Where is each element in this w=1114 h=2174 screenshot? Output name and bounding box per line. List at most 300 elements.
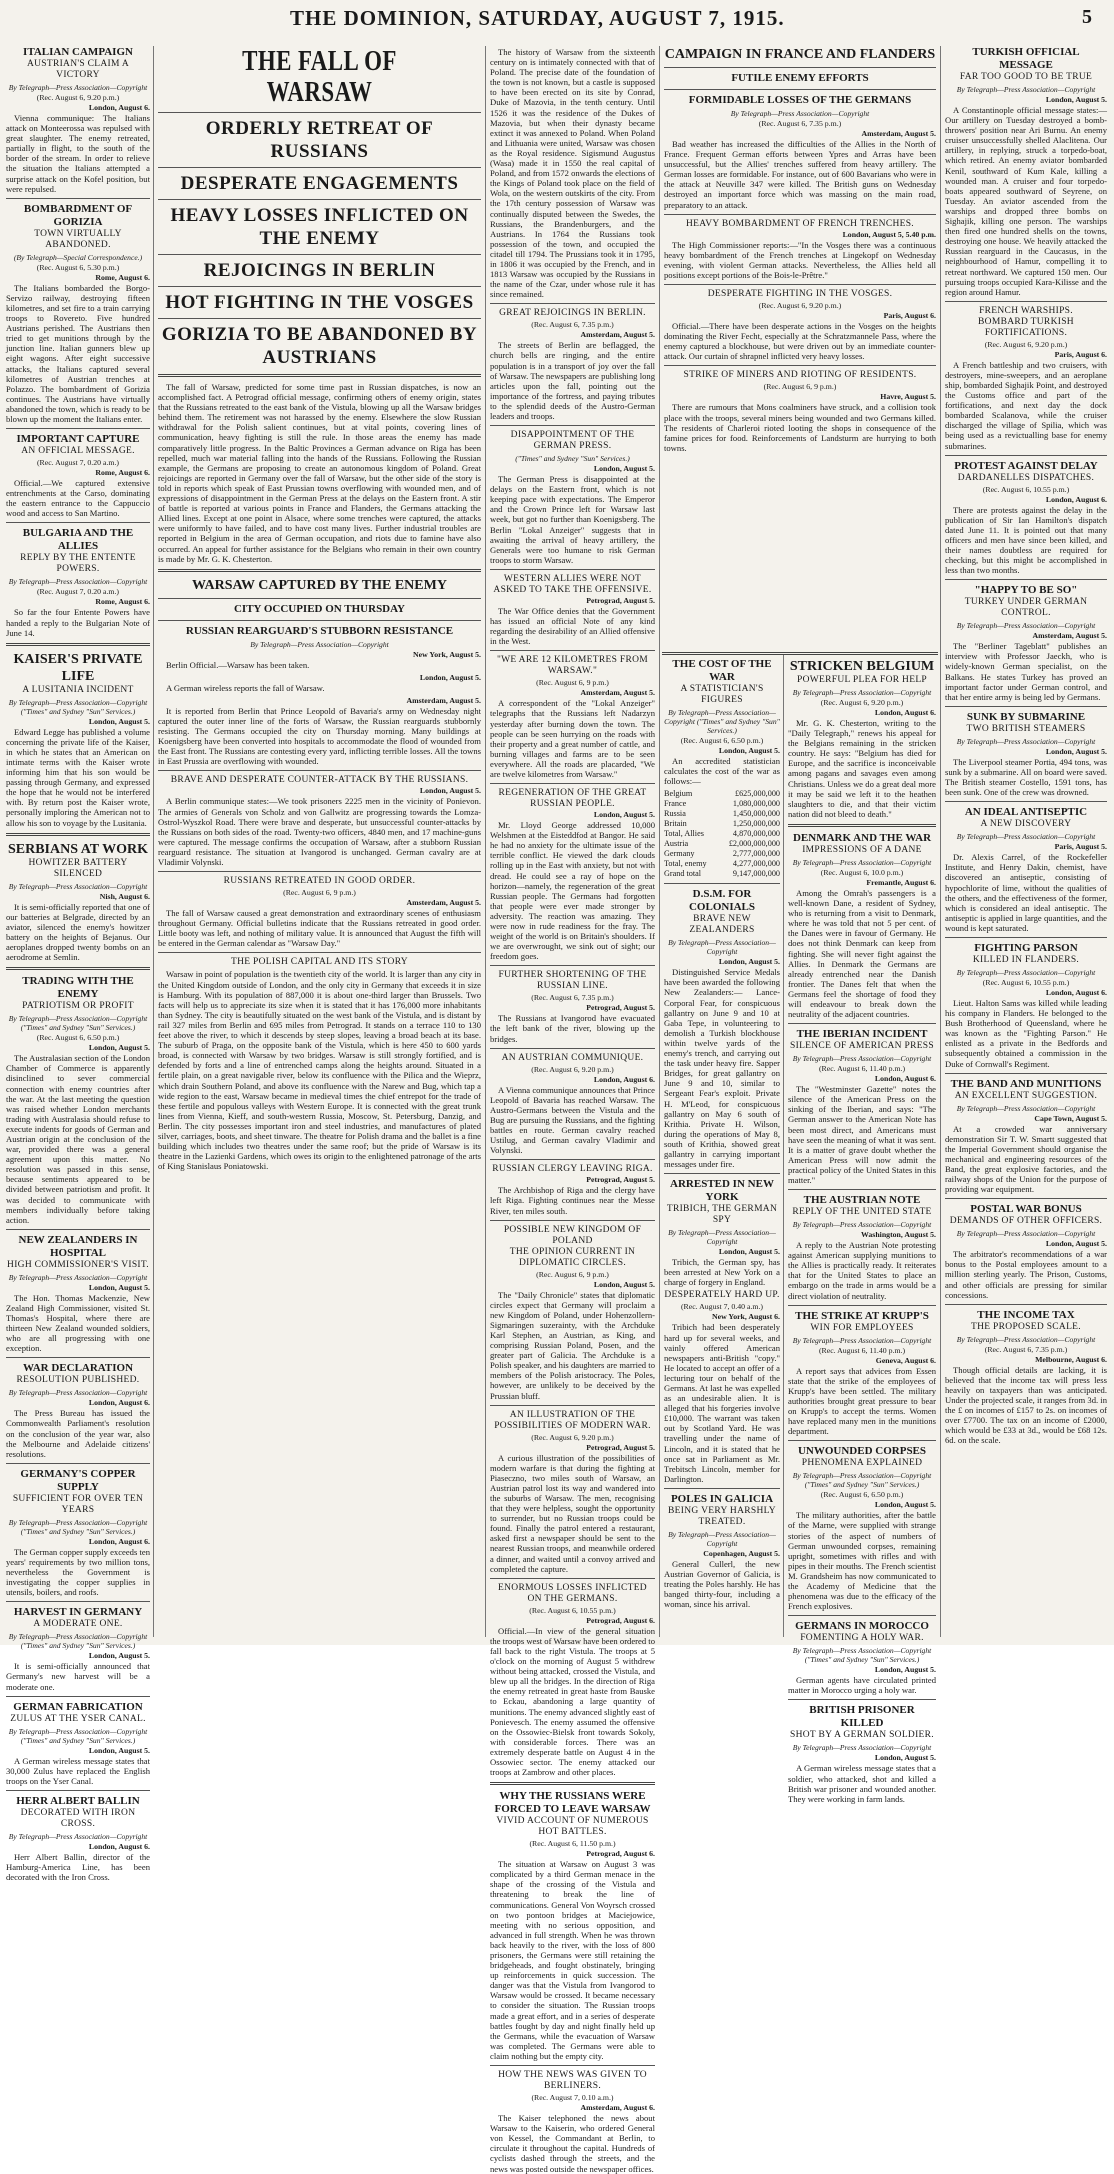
divider	[490, 1405, 655, 1406]
article-body: So far the four Entente Powers have handed a reply to the Bulgarian Note of June 14.	[6, 607, 150, 638]
article-subheading: THE PROPOSED SCALE.	[971, 1321, 1081, 1332]
article-body: Herr Albert Ballin, director of the Hamburg-America Line, has been decorated with the Iron Cross.	[6, 1851, 150, 1883]
article-body: German agents have circulated printed matter in Morocco urging a holy war.	[788, 1675, 936, 1696]
received-time: (Rec. August 6, 9 p.m.)	[763, 382, 837, 392]
byline: By Telegraph—Press Association—Copyright	[956, 967, 1096, 977]
dateline: Cape Town, August 5.	[1034, 1113, 1107, 1123]
article-body: An accredited statistician calculates the cost of the war as follows:—	[664, 756, 780, 787]
article-heading: NEW ZEALANDERS IN HOSPITAL	[18, 1233, 138, 1259]
divider	[158, 286, 481, 287]
article-body: The Archbishop of Riga and the clergy have left Riga. Fighting continues near the Messe River, ten miles south.	[490, 1185, 655, 1216]
dateline: London, August 6.	[1045, 987, 1107, 997]
article-subheading: THE OPINION CURRENT IN DIPLOMATIC CIRCLES.	[509, 1246, 636, 1268]
article-heading: WAR DECLARATION	[22, 1362, 134, 1375]
received-time: (Rec. August 7, 0.40 a.m.)	[680, 1302, 764, 1312]
column-rule	[153, 46, 154, 1637]
dateline: Amsterdam, August 6.	[580, 2103, 655, 2113]
received-time: (Rec. August 6, 9.20 p.m.)	[531, 1432, 614, 1442]
received-time: (Rec. August 6, 9.20 p.m.)	[984, 339, 1068, 349]
article-body: A German wireless message states that 30,000 Zulus have replaced the English troops on the Yser Canal.	[6, 1755, 150, 1786]
divider	[788, 1699, 936, 1700]
headline-deck: GORIZIA TO BE ABANDONED BY AUSTRIANS	[161, 324, 478, 368]
table-cell-value: £625,000,000	[734, 789, 780, 799]
article-body: Distinguished Service Medals have been awarded the following New Zealanders:— Lance-Corporal Fear, for conspicuous gallantry on June 9 and 10 at Gaba Tepe, in volunteering to demolish a Turkish blockhouse within twelve yards of the enemy's trench, and carrying out the task under heavy fire. Sapper Bridges, for great gallantry on June 9 and 10, similar to Sergeant Fear's exploit. Private H. M'Leod, for conspicuous gallantry on May 6 south of Krithia. Private H. Wilson, during the operations of May 8, south of Krithia, showed great gallantry in carrying important messages under fire.	[664, 967, 780, 1170]
byline: By Telegraph—Press Association—Copyright ("Times" and Sydney "Sun" Services.)	[8, 1632, 148, 1651]
divider	[6, 1463, 150, 1464]
article-heading: THE IBERIAN INCIDENT	[796, 1028, 928, 1041]
article-heading: WHY THE RUSSIANS WERE FORCED TO LEAVE WARSAW	[494, 1790, 651, 1816]
dateline: Nish, August 6.	[99, 891, 150, 901]
article-body: Warsaw in point of population is the twentieth city of the world. It is larger than any city in the United Kingdom outside of London, and the only city in Germany that exceeds it in size is Hamburg. With its population of 887,000 it is about one-third larger than Brussels. Two facts will help us to appreciate its size when it is stated that it has 176,000 more inhabitants than Sydney. The city is beautifully situated on the west bank of the Vistula, and is distant by rail 327 miles from Berlin and 695 miles from Petrograd. It stands on a terrace 110 to 130 feet above the river, to which it descends by steep slopes, leaving a broad beach at its base. The suburb of Praga, on the opposite bank of the Vistula, which is here 450 to 600 yards broad, is connected with Warsaw by two bridges. Warsaw is still strongly fortified, and is defended by forts and a line of entrenched camps along the heights around. Situated in a fertile plain, on a great navigable river, below its confluence with the Pilica and the Wieprz, which drain Southern Poland, and above its confluence with the Narew and Bug, which tap a wide region to the east, Warsaw became in medieval times the chief entrepot for the trade of these fertile and populous valleys with Western Europe. It is connected with the great trunk lines from Vienna, Kieff, and south-western Russia, Moscow, St. Petersburg, Danzig, and Berlin. The city possesses important iron and steel industries, and manufactures of plated silver, carriages, boots, and sheet tinware. The theatre for Polish drama and the ballet is a fine building which includes two theatres under the same roof; but the pride of Warsaw is its theatre in the Lazienki Gardens, which owes its origin to the enlightened patronage of the arts of King Stanislaus Poniatowski.	[158, 969, 481, 1172]
article-subheading: TOWN VIRTUALLY ABANDONED.	[34, 228, 122, 250]
article-subheading: A LUSITANIA INCIDENT	[22, 684, 134, 695]
article-body: The "Daily Chronicle" states that diplomatic circles expect that Germany will proclaim a new Kingdom of Poland, under Hohenzollern-Sigmaringen suzerainty, with the Archduke Karl Stephen, an Austrian, as King, and comprising Russian Poland, Posen, and the greater part of Galicia. The Archduke is a Polish speaker, and his daughters are married to members of the Polish aristocracy. The Poles, however, are unlikely to be deceived by the Prussian bluff.	[490, 1289, 655, 1401]
article-subheading: REPLY BY THE ENTENTE POWERS.	[20, 553, 136, 575]
headline-deck: HEAVY LOSSES INFLICTED ON THE ENEMY	[170, 205, 469, 249]
article-subheading: FOMENTING A HOLY WAR.	[800, 1633, 924, 1644]
headline-deck: RUSSIAN REARGUARD'S STUBBORN RESISTANCE	[185, 624, 454, 637]
divider	[6, 1601, 150, 1602]
article-heading: BULGARIA AND THE ALLIES	[22, 527, 134, 553]
article-body: It is semi-officially reported that one of our batteries at Belgrade, directed by an aviator, silenced the enemy's howitzer battery on the heights of Bejanus. Our aeroplanes dropped twenty bombs on an aerodrome at Semlin.	[6, 901, 150, 963]
divider	[945, 1073, 1107, 1074]
section-headline: WARSAW CAPTURED BY THE ENEMY	[192, 577, 447, 593]
table-cell-label: Germany	[664, 849, 695, 859]
article-body: The Kaiser telephoned the news about Warsaw to the Kaiserin, who ordered General von Kessel, the Commandant at Berlin, to circulate it throughout the capital. Hundreds of cyclists dashed through the streets, and the news was posted outside the newspaper offices.	[490, 2113, 655, 2174]
article-subheading: RESOLUTION PUBLISHED.	[16, 1375, 140, 1386]
article-subheading: REPLY OF THE UNITED STATE	[792, 1207, 932, 1218]
divider	[490, 303, 655, 304]
byline: By Telegraph—Press Association—Copyright	[8, 1388, 148, 1398]
dateline: Paris, August 6.	[883, 311, 936, 321]
column-2	[158, 46, 481, 1639]
dateline: Melbourne, August 6.	[1035, 1354, 1107, 1364]
article-subheading: POSSIBLE NEW KINGDOM OF POLAND	[503, 1224, 642, 1246]
headline-deck: ORDERLY RETREAT OF RUSSIANS	[205, 118, 434, 162]
article-body: Among the Omrah's passengers is a well-known Dane, a resident of Sydney, who is returning from a visit to Denmark, where he was told that not 5 per cent. of the Danes were in favour of Germany. He does not think Denmark can keep from fighting. She will never fight against the Allies. In Denmark the Germans are already entrenched near the Danish frontier. The Danes felt that when the Germans feel the shortage of food they will endeavour to break down the neutrality of the adjacent countries.	[788, 887, 936, 1020]
received-time: (Rec. August 6, 9.20 p.m.)	[758, 301, 842, 311]
article-body: A German wireless reports the fall of Warsaw.	[166, 682, 325, 693]
dateline: Petrograd, August 5.	[586, 595, 655, 605]
article-subheading: A NEW DISCOVERY	[980, 819, 1072, 830]
lead-summary: The fall of Warsaw, predicted for some time past in Russian dispatches, is now an accomplished fact. A Petrograd official message, confirming others of enemy origin, states that the Russians retreated to the east bank of the Vistula, blowing up all the Warsaw bridges behind them. The retirement was not harassed by the enemy. Elsewhere the slow Russian withdrawal for the Polish salient continues, but at vital points, covering lines of communication, heavy fighting is still the rule. In those areas the enemy has made comparatively little progress. In the Baltic Provinces a German advance on Riga has been repelled, much war material falling into the hands of the Russians. Following the Russian example, the Germans are proposing to create an autonomous kingdom of Poland. Great rejoicings are reported in Germany over the fall of Warsaw, but the other side of the story is told in reports which speak of East Prussian towns overflowing with wounded men, and of expressions of disappointment in the German Press at the delays on the Eastern front. A stir of battle is reported at various points in France and Flanders, the Germans attacking the Allied lines. Except at one point in Alsace, where some trenches were captured, the attacks were uniformly to have failed, and to have cost many lives. Further industrial troubles are reported in Belgium in the area of German occupation, and riots due to famine have also occurred. An appeal for further assistance for the Belgians who remain in their own country is made by Mr. G. K. Chesterton.	[158, 382, 481, 564]
article-heading: FIGHTING PARSON	[974, 941, 1078, 954]
dateline: Rome, August 6.	[95, 597, 150, 607]
article-subheading: BRAVE NEW ZEALANDERS	[689, 914, 755, 936]
table-cell-label: Britain	[664, 819, 687, 829]
byline: By Telegraph—Press Association—Copyright ("Times" and Sydney "Sun" Services.)	[8, 697, 148, 716]
article-body: The situation at Warsaw on August 3 was complicated by a third German menace in the shape of the crossing of the Vistula and threatening to break the line of communications. General Von Woyrsch crossed on two pontoon bridges at Maciejowice, meeting with no serious opposition, and advanced in full strength. When he was thrown back heavily to the river, with the loss of 800 prisoners, the Germans were still retaining the bridgeheads, and fought obstinately, bringing up reinforcements in quick succession. The danger was that the Vistula from Ivangorod to Warsaw would be crossed. It became necessary to consider the situation. The Russian troops made a great effort, and in a series of desperate battles fought by day and night finally held up the Germans, while the evacuation of Warsaw was completed. The Germans were able to claim nothing but the empty city.	[490, 1859, 655, 2061]
article-heading: PROTEST AGAINST DELAY	[954, 459, 1098, 472]
article-heading: BRITISH PRISONER KILLED	[809, 1704, 915, 1730]
dateline: London, August 5.	[718, 1247, 780, 1257]
received-time: (Rec. August 6, 10.55 p.m.)	[529, 1605, 616, 1615]
received-time: (Rec. August 6, 9 p.m.)	[536, 678, 609, 688]
table-row	[664, 789, 780, 799]
article-subheading: AN ILLUSTRATION OF THE POSSIBILITIES OF MODERN WAR.	[494, 1409, 651, 1431]
divider	[788, 1615, 936, 1616]
column-rule	[940, 46, 941, 1637]
article-heading: BOMBARDMENT OF GORIZIA	[23, 202, 133, 228]
article-heading: THE BAND AND MUNITIONS	[950, 1077, 1102, 1090]
dateline: London, August 6.	[88, 1536, 150, 1546]
divider	[158, 374, 481, 377]
byline: By Telegraph—Press Association—Copyright	[792, 1054, 932, 1064]
dateline: London, August 5.	[718, 957, 780, 967]
divider	[788, 1305, 936, 1306]
article-heading: HARVEST IN GERMANY	[13, 1606, 143, 1619]
dateline: Amsterdam, August 5.	[580, 330, 655, 340]
received-time: (Rec. August 6, 11.40 p.m.)	[818, 1345, 906, 1355]
table-row	[664, 829, 780, 839]
article-subheading: PHENOMENA EXPLAINED	[801, 1458, 923, 1469]
article-body: Berlin Official.—Warsaw has been taken.	[166, 659, 310, 670]
table-row	[664, 799, 780, 809]
dateline: London, August 5.	[874, 1665, 936, 1675]
article-body: Official.—There have been desperate actions in the Vosges on the heights dominating the River Fecht, especially at the Schratzmannele Pass, where the enemy captured a blockhouse, but were driven out by an immediate counter-attack. Our curtain of shrapnel inflicted very heavy losses.	[664, 321, 936, 362]
byline: By Telegraph—Press Association—Copyright ("Times" and Sydney "Sun" Services.)	[792, 1471, 932, 1490]
headline-deck: DESPERATE ENGAGEMENTS	[180, 173, 459, 194]
divider	[490, 425, 655, 426]
divider	[158, 569, 481, 572]
article-body: A correspondent of the "Lokal Anzeiger" telegraphs that the Russians left Nadarzyn yesterday after burning down the town. The people can be seen hurrying on the roads with their property and a great number of cattle, and burning villages and farms are to be seen everywhere. All the roads are placarded, "We are twelve kilometres from Warsaw."	[490, 698, 655, 779]
article-subheading: FRENCH WARSHIPS.	[979, 305, 1073, 316]
article-subheading: REGENERATION OF THE GREAT RUSSIAN PEOPLE.	[498, 788, 647, 810]
byline: By Telegraph—Press Association—Copyright	[668, 1228, 776, 1247]
article-body: The history of Warsaw from the sixteenth century on is intimately connected with that of Poland. The precise date of the foundation of the town is not known, but a castle is supposed to have been erected on its site by Conrad, Duke of Mazovia, in the tenth century. Until 1526 it was the residence of the Dukes of Mazovia, but when their dynasty became extinct it was annexed to Poland. When Poland and Lithuania were united, Warsaw was chosen as the Royal residence. Sigismund Augustus (Wasa) made it in 1550 the real capital of Poland, and from 1572 onwards the elections of the Kings of Poland took place on the field of Wola, on the western outskirts of the city. From the 17th century possession of Warsaw was continually disputed between the Swedes, the Russians, the Brandenburgers, and the Austrians. In 1764 the Russians took possession of the town, and occupied the citadel till 1794. The Prussians took it in 1795, in 1806 it was occupied by the French, and in 1813 Warsaw was occupied by the Russians in the name of the Czar, under whose rule it has since remained.	[490, 47, 655, 300]
table-cell-label: Russia	[664, 809, 686, 819]
table-row	[664, 819, 780, 829]
article-subheading: HOW THE NEWS WAS GIVEN TO BERLINERS.	[498, 2070, 647, 2092]
divider	[664, 214, 936, 215]
table-cell-label: Total, enemy	[664, 859, 707, 869]
byline: By Telegraph—Press Association—Copyright	[8, 1831, 148, 1841]
headline-deck: REJOICINGS IN BERLIN	[203, 260, 436, 281]
byline: By Telegraph—Press Association—Copyright ("Times" and Sydney "Sun" Services.)	[8, 1014, 148, 1033]
byline: (By Telegraph—Special Correspondence.)	[13, 252, 143, 262]
article-body: The "Westminster Gazette" notes the silence of the American Press on the sinking of the Iberian, and says: "The German answer to the American Note has been most direct, and Americans must have seen the meaning of what it was sent. It is a matter of grave doubt whether the American Press will now admit the practical policy of the United States in this matter."	[788, 1084, 936, 1185]
article-subheading: STRIKE OF MINERS AND RIOTING OF RESIDENTS.	[683, 370, 917, 381]
headline-deck: FORMIDABLE LOSSES OF THE GERMANS	[688, 94, 912, 106]
divider	[6, 1229, 150, 1230]
received-time: (Rec. August 6, 10.0 p.m.)	[820, 867, 904, 877]
received-time: (Rec. August 7, 0.20 a.m.)	[36, 587, 120, 597]
divider	[158, 598, 481, 599]
article-subheading: TWO BRITISH STEAMERS	[966, 723, 1086, 734]
column-3	[490, 46, 655, 2174]
byline: By Telegraph—Press Association—Copyright	[792, 1743, 932, 1753]
article-body: General Cullerl, the new Austrian Governor of Galicia, is treating the Poles harshly. He has banged thirty-four, including a woman, since his arrival.	[664, 1558, 780, 1610]
divider	[6, 1790, 150, 1791]
article-heading: THE STRIKE AT KRUPP'S	[795, 1309, 929, 1322]
article-subheading: DESPERATELY HARD UP.	[664, 1290, 780, 1301]
article-subheading: DISAPPOINTMENT OF THE GERMAN PRESS.	[510, 430, 635, 452]
article-subheading: TURKEY UNDER GERMAN CONTROL.	[964, 597, 1088, 619]
received-time: (Rec. August 6, 6.50 p.m.)	[36, 1033, 120, 1043]
article-subheading: AN OFFICIAL MESSAGE.	[21, 446, 135, 457]
article-subheading: AUSTRIAN'S CLAIM A VICTORY	[26, 59, 130, 80]
article-heading: STRICKEN BELGIUM	[789, 659, 935, 674]
table-cell-value: £2,000,000,000	[728, 839, 780, 849]
article-subheading: HIGH COMMISSIONER'S VISIT.	[7, 1259, 149, 1270]
article-body: There are protests against the delay in the publication of Sir Ian Hamilton's dispatch dated June 11. It is pointed out that many officers and men have since been killed, and their names doubtless are required for checking, but this might be accomplished in less than two months.	[945, 504, 1107, 576]
divider	[6, 1696, 150, 1697]
article-body: A reply to the Austrian Note protesting against American supplying munitions to the Allies is practically ready. It reiterates that for the United States to place an embargo on the trade in arms would be a direct violation of neutrality.	[788, 1240, 936, 1301]
dateline: Amsterdam, August 5.	[406, 695, 481, 705]
article-body: The High Commissioner reports:—"In the Vosges there was a continuous heavy bombardment of the French trenches at Lingekopf on Wednesday evening, with violent German attacks. Nevertheless, the Allies held all positions except portions of the Bois-le-Prêtre."	[664, 239, 936, 280]
dateline: London, August 5.	[874, 1753, 936, 1763]
article-body: A German wireless message states that a soldier, who attacked, shot and killed a British war prisoner and wounded another. They were working in farm lands.	[788, 1763, 936, 1804]
article-subheading: "WE ARE 12 KILOMETRES FROM WARSAW."	[496, 655, 648, 677]
table-row	[664, 859, 780, 869]
article-body: The Italians bombarded the Borgo-Servizo railway, destroying fifteen kilometres, and set fire to a train carrying troops to Rovereto. Five hundred Austrians perished. The Austrians then tried to get munitions through by the junction line. Italian gunners blew up eight wagons. After eight successive attacks, the Italians captured several kilometres of Austrian trenches at Polazzo. The bombardment of Gorizia continues. The Austrians have virtually abandoned the town, which is ready to be blown up the moment the Italians enter.	[6, 282, 150, 424]
byline: By Telegraph—Press Association—Copyright ("Times" and Sydney "Sun" Services.)	[664, 708, 780, 735]
article-subheading: POWERFUL PLEA FOR HELP	[796, 675, 928, 685]
article-subheading: SILENCE OF AMERICAN PRESS	[790, 1041, 934, 1052]
table-cell-label: Belgium	[664, 789, 693, 799]
dateline: Rome, August 6.	[95, 272, 150, 282]
article-body: A Vienna communique announces that Prince Leopold of Bavaria has reached Warsaw. The Austro-Germans between the Vistula and the Bug are pursuing the Russians, and the fighting battles en route. German cavalry reached Ustilug, and German cavalry Vladimir and Volynski.	[490, 1084, 655, 1156]
byline: By Telegraph—Press Association—Copyright	[668, 1529, 776, 1548]
byline: By Telegraph—Press Association—Copyright ("Times" and Sydney "Sun" Services.)	[8, 1726, 148, 1745]
column-1	[6, 46, 150, 1883]
byline: By Telegraph—Press Association—Copyright	[956, 1334, 1096, 1344]
dateline: London, August 5.	[1045, 746, 1107, 756]
dateline: Petrograd, August 6.	[586, 1615, 655, 1625]
divider	[6, 643, 150, 646]
table-cell-label: Austria	[664, 839, 689, 849]
article-subheading: ENORMOUS LOSSES INFLICTED ON THE GERMANS.	[498, 1582, 647, 1604]
byline: ("Times" and Sydney "Sun" Services.)	[515, 454, 630, 464]
headline-deck: CITY OCCUPIED ON THURSDAY	[233, 602, 406, 615]
table-cell-value: 9,147,000,000	[732, 869, 780, 879]
byline: By Telegraph—Press Association—Copyright	[8, 83, 148, 92]
divider	[490, 783, 655, 784]
divider	[158, 112, 481, 113]
table-cell-label: Grand total	[664, 869, 702, 879]
article-subheading: A MODERATE ONE.	[33, 1619, 123, 1630]
divider	[158, 199, 481, 200]
article-subheading: SHOT BY A GERMAN SOLDIER.	[790, 1730, 934, 1741]
byline: By Telegraph—Press Association—Copyright	[956, 1229, 1096, 1239]
divider	[945, 1304, 1107, 1305]
article-subheading: DARDANELLES DISPATCHES.	[957, 472, 1095, 483]
article-subheading: FURTHER SHORTENING OF THE RUSSIAN LINE.	[498, 970, 647, 992]
article-body: Mr. Lloyd George addressed 10,000 Welshmen at the Eisteddfod at Bangor. He said he had no anxiety for the ultimate issue of the terrible conflict. He viewed the dark clouds rolling up in the East with anxiety, but not with dread. He could see a ray of hope on the horizon—namely, the regeneration of the great Russian people. The Germans had forgotten that people were ever made stronger by adversity. The reaction was amazing. They were now in rude readiness for the fray. The weight of the world is on Britain's shoulders. If we are overwrought, we sink out of sight; our freedom goes.	[490, 820, 655, 962]
received-time: (Rec. August 6, 7.35 p.m.)	[984, 1344, 1068, 1354]
article-heading: HERR ALBERT BALLIN	[16, 1794, 140, 1807]
article-body: The German Press is disappointed at the delays on the Eastern front, which is not keeping pace with expectations. The Emperor and the Crown Prince left for Warsaw last week, but got no further than Koenigsberg. The Berlin "Lokal Anzeiger" suggests that in awaiting the arrival of heavy artillery, the Generals were too humane to risk German troops to storm Warsaw.	[490, 474, 655, 565]
dateline: Petrograd, August 6.	[586, 1849, 655, 1859]
dateline: Washington, August 5.	[861, 1230, 936, 1240]
dateline: London, August 6.	[1045, 494, 1107, 504]
column-rule	[485, 46, 486, 1637]
divider	[664, 365, 936, 366]
received-time: (Rec. August 6, 7.35 p.m.)	[758, 119, 842, 128]
divider	[158, 167, 481, 168]
article-subheading: SUFFICIENT FOR OVER TEN YEARS	[12, 1493, 144, 1515]
article-body: The Russians at Ivangorod have evacuated the left bank of the river, blowing up the bridges.	[490, 1013, 655, 1044]
byline: By Telegraph—Press Association—Copyright ("Times" and Sydney "Sun" Services.)	[792, 1646, 932, 1665]
article-subheading: IMPRESSIONS OF A DANE	[802, 844, 922, 855]
dateline: Amsterdam, August 5.	[406, 898, 481, 908]
article-body: The War Office denies that the Government has issued an official Note of any kind regarding the desirability of an Allied offensive in the West.	[490, 605, 655, 647]
article-body: The Hon. Thomas Mackenzie, New Zealand High Commissioner, visited St. Thomas's Hospital, where there are thirteen New Zealand wounded soldiers, who are all progressing with one exception.	[6, 1292, 150, 1354]
dateline: London, August 5.	[593, 810, 655, 820]
headline-deck: FUTILE ENEMY EFFORTS	[731, 72, 869, 84]
article-subheading: HEAVY BOMBARDMENT OF FRENCH TRENCHES.	[686, 218, 914, 229]
dateline: Amsterdam, August 5.	[861, 129, 936, 138]
article-heading: SUNK BY SUBMARINE	[966, 710, 1086, 723]
article-heading: GERMANY'S COPPER SUPPLY	[20, 1467, 136, 1493]
divider	[6, 522, 150, 523]
received-time: (Rec. August 6, 6.50 p.m.)	[820, 1490, 904, 1500]
dateline: London, August 6.	[874, 708, 936, 717]
article-body: There are rumours that Mons coalminers have struck, and a collision took place with the troops, several miners being wounded and two Germans killed. The residents of Charleroi rioted looting the shops in consequence of the famine prices for food. Reinforcements of Landsturm are hurrying to both towns.	[664, 402, 936, 453]
divider	[158, 770, 481, 771]
table-row	[664, 869, 780, 879]
article-heading: D.S.M. FOR COLONIALS	[688, 888, 756, 914]
article-body: The Press Bureau has issued the Commonwealth Parliament's resolution on the conclusion of the year war, also the Melbourne and Adelaide citizens' resolutions.	[6, 1408, 150, 1459]
article-subheading: DECORATED WITH IRON CROSS.	[20, 1807, 136, 1829]
dateline: London, August 6.	[88, 1841, 150, 1851]
article-heading: THE COST OF THE WAR	[672, 658, 772, 683]
article-subheading: DESPERATE FIGHTING IN THE VOSGES.	[707, 289, 893, 300]
page-number: 5	[1082, 6, 1092, 28]
byline: By Telegraph—Press Association—Copyright	[956, 1103, 1096, 1113]
article-subheading: VIVID ACCOUNT OF NUMEROUS HOT BATTLES.	[496, 1816, 649, 1838]
article-body: The German copper supply exceeds ten years' requirements by two million tons, nevertheless the Government is investigating the copper supplies in utensils, boilers, and roofs.	[6, 1546, 150, 1598]
column-5	[788, 658, 936, 1804]
article-body: The Liverpool steamer Portia, 494 tons, was sunk by a submarine. All on board were saved. The British steamer Costello, 1591 tons, has been sunk. One of the crew was drowned.	[945, 756, 1107, 798]
dateline: Copenhagen, August 5.	[703, 1548, 780, 1558]
divider	[6, 967, 150, 970]
article-subheading: DEMANDS OF OTHER OFFICERS.	[949, 1216, 1103, 1227]
article-heading: "HAPPY TO BE SO"	[974, 584, 1078, 597]
dateline: London, August 6.	[88, 1398, 150, 1408]
article-body: It is semi-officially announced that Germany's new harvest will be a moderate one.	[6, 1661, 150, 1692]
article-body: The "Berliner Tageblatt" publishes an interview with Professor Jaeckh, who is widely-known German specialist, on the Balkans. He states Turkey has proved an important factor under German control, and that her entire army is being led by Germans.	[945, 641, 1107, 702]
divider	[664, 67, 936, 68]
divider	[6, 428, 150, 429]
article-body: Official.—We captured extensive entrenchments at the Carso, dominating the eastern entrance to the Cappuccio wood and access to San Martino.	[6, 478, 150, 519]
divider	[664, 883, 780, 884]
dateline: London, August 5.	[419, 786, 481, 796]
divider	[490, 1220, 655, 1221]
article-subheading: BOMBARD TURKISH FORTIFICATIONS.	[978, 316, 1074, 338]
divider	[788, 1189, 936, 1190]
divider	[490, 1782, 655, 1785]
received-time: (Rec. August 6, 9.20 p.m.)	[531, 1064, 614, 1074]
article-body: A report says that advices from Essen state that the strike of the employees of Krupp's have been settled. The military authorities brought great pressure to bear on Krupp's to accept the terms. Women have replaced many men in the munitions department.	[788, 1365, 936, 1437]
dateline: Paris, August 5.	[1054, 842, 1107, 852]
divider	[788, 1440, 936, 1441]
article-subheading: KILLED IN FLANDERS.	[972, 954, 1080, 965]
table-row	[664, 809, 780, 819]
received-time: (Rec. August 6, 10.55 p.m.)	[982, 977, 1070, 987]
divider	[158, 254, 481, 255]
received-time: (Rec. August 6, 7.35 p.m.)	[531, 993, 614, 1003]
received-time: (Rec. August 6, 9 p.m.)	[536, 1269, 609, 1279]
dateline: London, August 5.	[593, 1279, 655, 1289]
article-body: Though official details are lacking, it is believed that the income tax will press less heavily on taxpayers than was anticipated. Under the projected scale, it ranges from 3d. in the £ on incomes of £157 to 2s. on incomes of over £7700. The tax on an income of £2000, which would be £33 at 3d., would be £68 12s. 6d. on the scale.	[945, 1364, 1107, 1446]
divider	[662, 652, 938, 655]
article-subheading: WESTERN ALLIES WERE NOT ASKED TO TAKE THE OFFENSIVE.	[493, 573, 652, 595]
article-subheading: BEING VERY HARSHLY TREATED.	[668, 1505, 776, 1527]
dateline: London, August 5.	[718, 746, 780, 755]
table-cell-label: France	[664, 799, 687, 809]
table-cell-value: 1,450,000,000	[732, 809, 780, 819]
byline: By Telegraph—Press Association—Copyright	[956, 736, 1096, 746]
article-subheading: HOWITZER BATTERY SILENCED	[28, 857, 128, 879]
divider	[490, 650, 655, 651]
table-cell-value: 1,250,000,000	[732, 819, 780, 829]
column-4	[664, 658, 780, 1639]
article-heading: GERMANS IN MOROCCO	[795, 1620, 929, 1633]
byline: By Telegraph—Press Association—Copyright	[956, 832, 1096, 842]
dateline: Petrograd, August 5.	[586, 1175, 655, 1185]
byline: By Telegraph—Press Association—Copyright	[792, 1335, 932, 1345]
divider	[945, 801, 1107, 802]
dateline: Amsterdam, August 5.	[580, 688, 655, 698]
byline: By Telegraph—Press Association—Copyright	[8, 881, 148, 891]
divider	[788, 824, 936, 827]
masthead	[0, 0, 1114, 40]
article-heading: TURKISH OFFICIAL MESSAGE	[972, 46, 1080, 71]
divider	[664, 1488, 780, 1489]
article-subheading: ZULUS AT THE YSER CANAL.	[10, 1713, 146, 1724]
divider	[664, 89, 936, 90]
dateline: London, August 5.	[88, 1282, 150, 1292]
divider	[158, 952, 481, 953]
article-subheading: RUSSIANS RETREATED IN GOOD ORDER.	[223, 876, 416, 887]
article-body: Dr. Alexis Carrel, of the Rockefeller Institute, and Henry Dakin, chemist, have discovered an antiseptic, consisting of hypochlorite of lime, without the qualities of the others, and the effectiveness of the former, which is considered an ideal antiseptic. The antiseptic is applied in large quantities, and the wound is kept saturated.	[945, 852, 1107, 933]
article-heading: AN IDEAL ANTISEPTIC	[964, 806, 1088, 819]
article-body: A Constantinople official message states:—Our artillery on Tuesday destroyed a bomb-throwers' position near Ari Burnu. An enemy cruiser unsuccessfully shelled Alaclitena. Our artillery, in replying, struck a torpedo-boat, which retired. An enemy aviator bombarded Kenil, southward of Kum Kale, killing a wounded man. A cruiser and four torpedo-boats appeared southward of Seyrene, on Tuesday. An aviator ascended from the warships and dropped three bombs on Sighajik, killing one person. The warships then fired one hundred shells on the towns, destroying one house. We heavily attacked the Russian rearguard in the Caucasus, in the neighbourhood of Hamur, compelling it to retreat northward. We captured 150 men. Our pursuing troops occupied Kara-Kilisse and the region around Hamur.	[945, 105, 1107, 297]
headline-deck: HOT FIGHTING IN THE VOSGES	[165, 292, 474, 313]
article-heading: POSTAL WAR BONUS	[970, 1203, 1082, 1216]
article-body: Vienna communique: The Italians attack on Monteerossa was repulsed with great slaughter. The enemy retreated, partially in flight, to the south of the border of the stream. In order to relieve the situation the Italians attempted a surprise attack on the Kofel position, but were repulsed.	[6, 113, 150, 194]
article-subheading: PATRIOTISM OR PROFIT	[22, 1001, 134, 1012]
campaign-section	[664, 46, 936, 651]
dateline: London, August 5, 5.40 p.m.	[842, 229, 936, 239]
dateline: Petrograd, August 5.	[586, 1003, 655, 1013]
dateline: London, August 6.	[593, 1074, 655, 1084]
article-subheading: FAR TOO GOOD TO BE TRUE	[959, 72, 1093, 82]
divider	[490, 1048, 655, 1049]
dateline: Paris, August 6.	[1054, 349, 1107, 359]
byline: By Telegraph—Press Association—Copyright	[250, 639, 389, 649]
dateline: New York, August 5.	[413, 649, 481, 659]
byline: By Telegraph—Press Association—Copyright	[668, 938, 776, 957]
dateline: London, August 5.	[88, 1651, 150, 1661]
divider	[664, 1173, 780, 1174]
divider	[945, 1198, 1107, 1199]
dateline: London, August 5.	[1045, 1239, 1107, 1249]
dateline: London, August 5.	[88, 716, 150, 726]
article-subheading: AN EXCELLENT SUGGESTION.	[954, 1090, 1098, 1101]
table-row	[664, 839, 780, 849]
divider	[490, 569, 655, 570]
table-cell-value: 1,080,000,000	[732, 799, 780, 809]
dateline: New York, August 6.	[712, 1312, 780, 1322]
received-time: (Rec. August 6, 11.50 p.m.)	[529, 1839, 616, 1849]
article-subheading: THE POLISH CAPITAL AND ITS STORY	[231, 957, 408, 968]
article-heading: SERBIANS AT WORK	[7, 841, 149, 857]
column-rule	[783, 655, 784, 1637]
article-body: Edward Legge has published a volume concerning the private life of the Kaiser, in which he states that an American on intimate terms with the Kaiser wrote informing him that his son would be passing through Germany, and expressed the hope that he would not be interfered with. By return post the Kaiser wrote, personally imploring the American not to allow his son to voyage by the Lusitania.	[6, 726, 150, 828]
divider	[158, 620, 481, 621]
